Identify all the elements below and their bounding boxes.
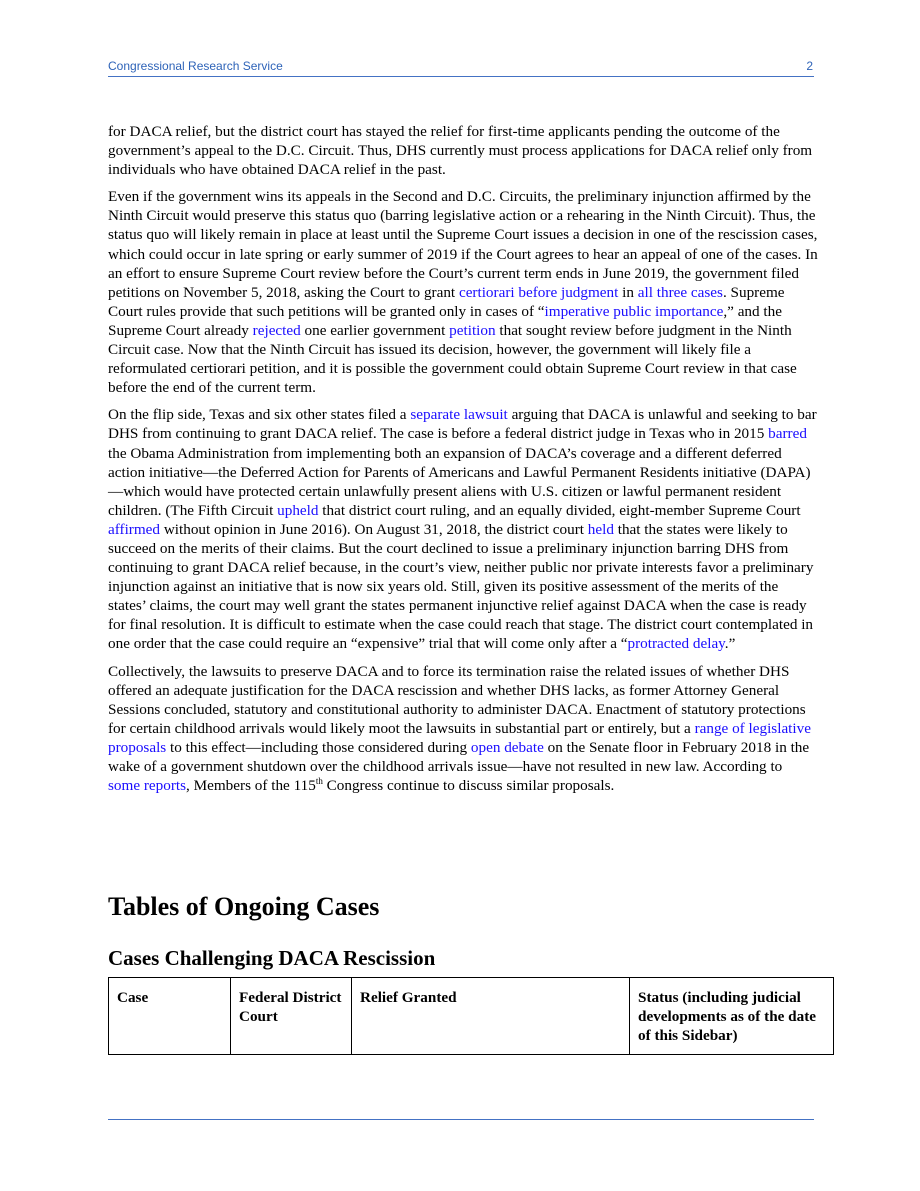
column-header-district-court: Federal District Court [231, 978, 352, 1055]
table-header-row [109, 978, 834, 1055]
inline-link[interactable]: open debate [470, 738, 544, 756]
column-header-status: Status (including judicial developments as of the date of this Sidebar) [630, 978, 834, 1055]
text-run: arguing that DACA is unlawful and seeking to bar DHS from continuing to grant DACA relief. The case is before a federal district judge in Texas who in 2015 [108, 406, 817, 443]
cases-table [108, 977, 834, 1055]
text-run: Even if the government wins its appeals in the Second and D.C. Circuits, the preliminary injunction affirmed by the Ninth Circuit would preserve this status quo (barring legislative action or a rehearing in the Ninth Circuit). Thus, the status quo will likely remain in place at least until the Supreme Court issues a decision in one of the rescission cases, which could occur in late spring or early summer of 2019 if the Court agrees to hear an appeal of one of the cases. In an effort to ensure Supreme Court review before the Court’s current term ends in June 2019, the government filed petitions on November 5, 2018, asking the Court to grant [108, 188, 818, 301]
inline-link[interactable]: protracted delay [627, 635, 725, 653]
text-run: Congress continue to discuss similar proposals. [322, 777, 615, 795]
paragraph [108, 662, 818, 796]
text-run: one earlier government [300, 321, 450, 339]
inline-link[interactable]: petition [449, 321, 496, 339]
text-run: the Obama Administration from implementing both an expansion of DACA’s coverage and a different deferred action initiative—the Deferred Action for Parents of Americans and Lawful Permanent Residents initiative (DAPA)—which would have protected certain unlawfully present aliens with U.S. citizen or lawful permanent resident children. (The Fifth Circuit [108, 444, 811, 519]
inline-link[interactable]: range of legislative proposals [108, 719, 811, 756]
inline-link[interactable]: separate lawsuit [410, 406, 508, 424]
page-header [108, 58, 814, 77]
footer-rule [108, 1119, 814, 1120]
body-text [108, 122, 818, 803]
column-header-relief-granted: Relief Granted [352, 978, 630, 1055]
inline-link[interactable]: all three cases [637, 283, 723, 301]
inline-link[interactable]: certiorari before judgment [458, 283, 619, 301]
text-run: , Members of the 115 [186, 777, 316, 795]
column-header-case: Case [109, 978, 231, 1055]
text-run: without opinion in June 2016). On August 31, 2018, the district court [160, 520, 588, 538]
text-run: that district court ruling, and an equally divided, eight-member Supreme Court [318, 501, 801, 519]
page-number: 2 [806, 59, 813, 73]
text-run: Collectively, the lawsuits to preserve DACA and to force its termination raise the related issues of whether DHS offered an adequate justification for the DACA rescission and whether DHS lacks, as former Attorney General Sessions concluded, statutory and constitutional authority to administer DACA. Enactment of statutory protections for certain childhood arrivals would likely moot the lawsuits in substantial part or entirely, but a [108, 662, 806, 737]
inline-link[interactable]: some reports [108, 777, 187, 795]
text-run: for DACA relief, but the district court has stayed the relief for first-time applicants pending the outcome of the government’s appeal to the D.C. Circuit. Thus, DHS currently must process applications for DACA relief only from individuals who have obtained DACA relief in the past. [108, 123, 813, 179]
ordinal-superscript: th [315, 776, 323, 787]
inline-link[interactable]: rejected [252, 321, 301, 339]
inline-link[interactable]: barred [768, 425, 807, 443]
header-source: Congressional Research Service [108, 59, 283, 73]
text-run: that the states were likely to succeed on the merits of their claims. But the court declined to issue a preliminary injunction barring DHS from continuing to grant DACA relief because, in the court’s view, neither public nor private interests favor a preliminary injunction against an initiative that is now six years old. Still, given its positive assessment of the merits of the states’ claims, the court may well grant the states permanent injunctive relief against DACA when the case is ready for final resolution. It is difficult to estimate when the case could reach that stage. The district court contemplated in one order that the case could require an “expensive” trial that will come only after a “ [108, 520, 814, 653]
text-run: that sought review before judgment in the Ninth Circuit case. Now that the Ninth Circuit has issued its decision, however, the government will likely file a reformulated certiorari petition, and it is possible the government could obtain Supreme Court review in that case before the end of the current term. [108, 321, 797, 397]
text-run: ,” and the Supreme Court already [108, 302, 782, 339]
inline-link[interactable]: held [587, 520, 614, 538]
inline-link[interactable]: affirmed [108, 520, 161, 538]
section-heading: Tables of Ongoing Cases [108, 892, 380, 921]
subsection-heading: Cases Challenging DACA Rescission [108, 946, 436, 970]
inline-link[interactable]: upheld [277, 501, 319, 519]
text-run: in [618, 283, 638, 301]
text-run: to this effect—including those considered during [166, 738, 471, 756]
text-run: . Supreme Court rules provide that such petitions will be granted only in cases of “ [108, 283, 785, 320]
inline-link[interactable]: imperative public importance [544, 302, 724, 320]
paragraph [108, 405, 818, 653]
text-run: .” [724, 635, 736, 653]
paragraph [108, 187, 818, 397]
text-run: On the flip side, Texas and six other states filed a [108, 406, 411, 424]
paragraph [108, 122, 818, 179]
text-run: on the Senate floor in February 2018 in the wake of a government shutdown over the childhood arrivals issue—have not resulted in new law. According to [108, 738, 810, 775]
